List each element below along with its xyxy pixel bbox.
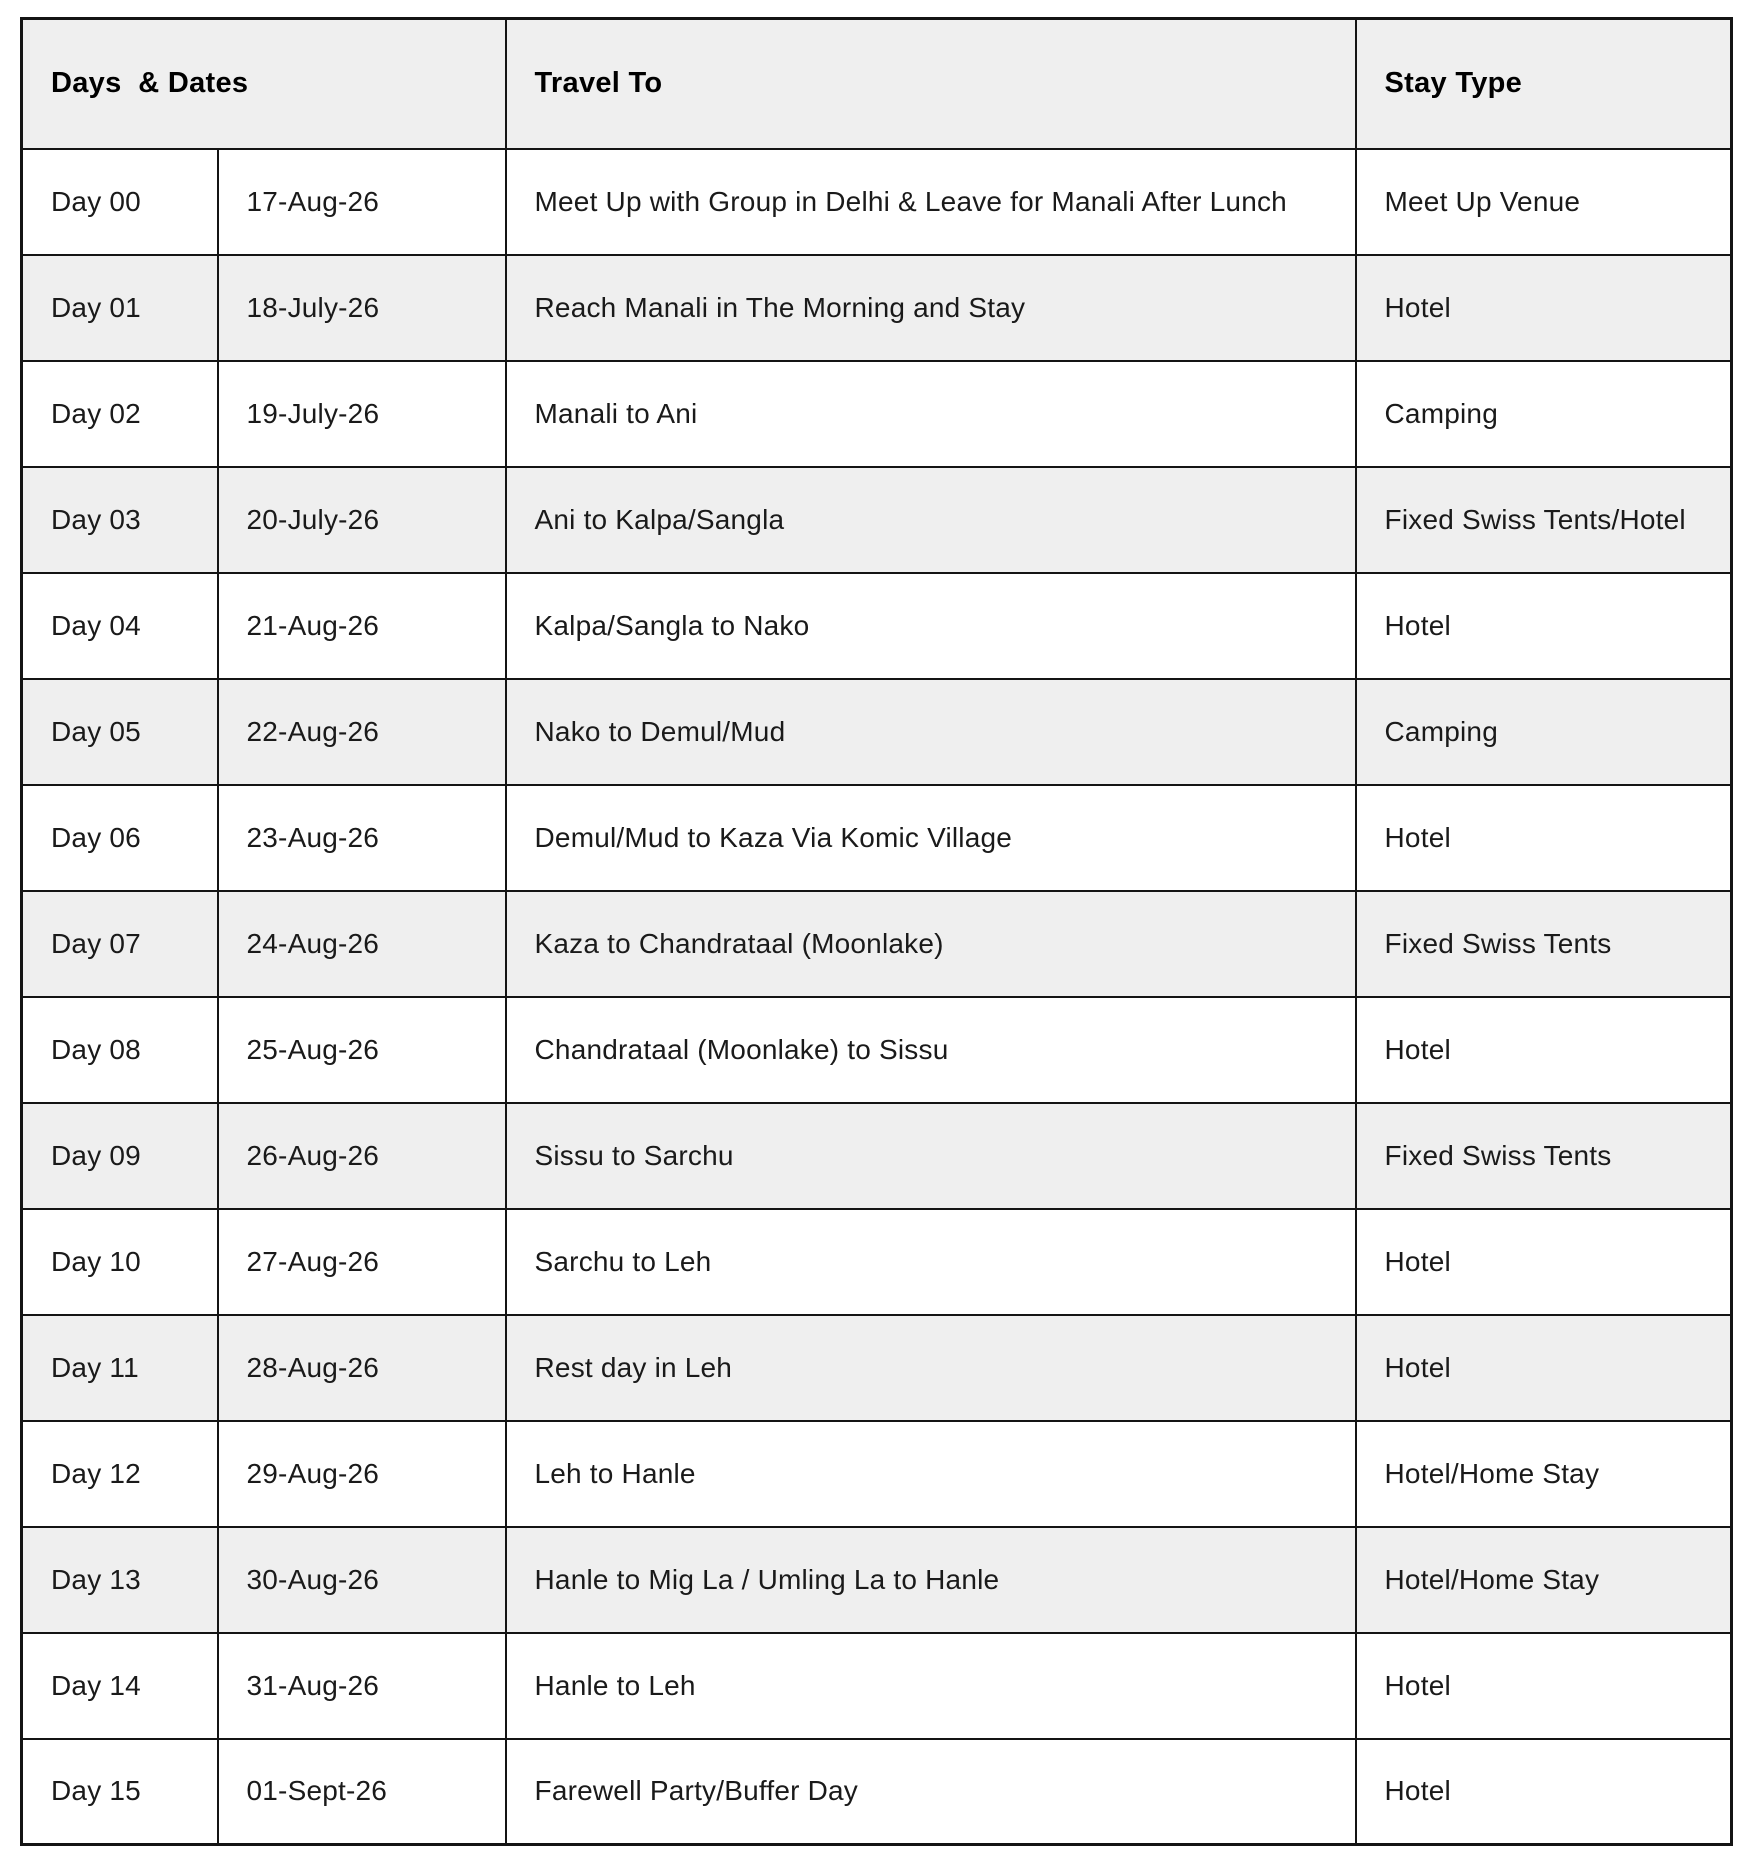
header-days-dates: Days & Dates (22, 19, 506, 149)
day-cell: Day 11 (22, 1315, 218, 1421)
stay-cell: Hotel (1356, 573, 1732, 679)
day-cell: Day 10 (22, 1209, 218, 1315)
header-stay-type: Stay Type (1356, 19, 1732, 149)
table-row (22, 1527, 1732, 1633)
day-cell: Day 06 (22, 785, 218, 891)
travel-cell: Ani to Kalpa/Sangla (506, 467, 1356, 573)
table-body (22, 149, 1732, 1845)
travel-cell: Rest day in Leh (506, 1315, 1356, 1421)
travel-cell: Leh to Hanle (506, 1421, 1356, 1527)
stay-cell: Hotel (1356, 1209, 1732, 1315)
travel-cell: Hanle to Leh (506, 1633, 1356, 1739)
date-cell: 19-July-26 (218, 361, 506, 467)
stay-cell: Hotel (1356, 997, 1732, 1103)
day-cell: Day 04 (22, 573, 218, 679)
stay-cell: Camping (1356, 679, 1732, 785)
date-cell: 23-Aug-26 (218, 785, 506, 891)
travel-cell: Chandrataal (Moonlake) to Sissu (506, 997, 1356, 1103)
travel-cell: Demul/Mud to Kaza Via Komic Village (506, 785, 1356, 891)
stay-cell: Fixed Swiss Tents/Hotel (1356, 467, 1732, 573)
day-cell: Day 01 (22, 255, 218, 361)
table-row (22, 997, 1732, 1103)
travel-cell: Kaza to Chandrataal (Moonlake) (506, 891, 1356, 997)
day-cell: Day 05 (22, 679, 218, 785)
table-row (22, 1103, 1732, 1209)
date-cell: 27-Aug-26 (218, 1209, 506, 1315)
travel-cell: Farewell Party/Buffer Day (506, 1739, 1356, 1845)
stay-cell: Hotel (1356, 255, 1732, 361)
day-cell: Day 12 (22, 1421, 218, 1527)
table-row (22, 785, 1732, 891)
stay-cell: Camping (1356, 361, 1732, 467)
date-cell: 22-Aug-26 (218, 679, 506, 785)
date-cell: 28-Aug-26 (218, 1315, 506, 1421)
stay-cell: Fixed Swiss Tents (1356, 1103, 1732, 1209)
date-cell: 26-Aug-26 (218, 1103, 506, 1209)
table-row (22, 1739, 1732, 1845)
travel-cell: Sissu to Sarchu (506, 1103, 1356, 1209)
travel-cell: Manali to Ani (506, 361, 1356, 467)
stay-cell: Hotel/Home Stay (1356, 1421, 1732, 1527)
travel-cell: Nako to Demul/Mud (506, 679, 1356, 785)
stay-cell: Hotel (1356, 1315, 1732, 1421)
travel-cell: Meet Up with Group in Delhi & Leave for Manali After Lunch (506, 149, 1356, 255)
day-cell: Day 08 (22, 997, 218, 1103)
date-cell: 01-Sept-26 (218, 1739, 506, 1845)
date-cell: 25-Aug-26 (218, 997, 506, 1103)
table-row (22, 573, 1732, 679)
travel-cell: Reach Manali in The Morning and Stay (506, 255, 1356, 361)
table-row (22, 891, 1732, 997)
day-cell: Day 14 (22, 1633, 218, 1739)
date-cell: 29-Aug-26 (218, 1421, 506, 1527)
day-cell: Day 02 (22, 361, 218, 467)
header-row (22, 19, 1732, 149)
stay-cell: Hotel (1356, 785, 1732, 891)
date-cell: 17-Aug-26 (218, 149, 506, 255)
table-row (22, 1633, 1732, 1739)
table-header (22, 19, 1732, 149)
table-row (22, 1315, 1732, 1421)
date-cell: 31-Aug-26 (218, 1633, 506, 1739)
day-cell: Day 09 (22, 1103, 218, 1209)
date-cell: 18-July-26 (218, 255, 506, 361)
day-cell: Day 15 (22, 1739, 218, 1845)
day-cell: Day 00 (22, 149, 218, 255)
table-row (22, 361, 1732, 467)
stay-cell: Hotel (1356, 1633, 1732, 1739)
date-cell: 20-July-26 (218, 467, 506, 573)
table-row (22, 1421, 1732, 1527)
stay-cell: Hotel/Home Stay (1356, 1527, 1732, 1633)
travel-cell: Hanle to Mig La / Umling La to Hanle (506, 1527, 1356, 1633)
table-row (22, 1209, 1732, 1315)
header-travel-to: Travel To (506, 19, 1356, 149)
itinerary-table (20, 17, 1733, 1846)
travel-cell: Sarchu to Leh (506, 1209, 1356, 1315)
stay-cell: Fixed Swiss Tents (1356, 891, 1732, 997)
travel-cell: Kalpa/Sangla to Nako (506, 573, 1356, 679)
day-cell: Day 13 (22, 1527, 218, 1633)
day-cell: Day 03 (22, 467, 218, 573)
date-cell: 24-Aug-26 (218, 891, 506, 997)
table-row (22, 149, 1732, 255)
table-row (22, 679, 1732, 785)
date-cell: 21-Aug-26 (218, 573, 506, 679)
table-row (22, 255, 1732, 361)
day-cell: Day 07 (22, 891, 218, 997)
stay-cell: Hotel (1356, 1739, 1732, 1845)
stay-cell: Meet Up Venue (1356, 149, 1732, 255)
date-cell: 30-Aug-26 (218, 1527, 506, 1633)
table-row (22, 467, 1732, 573)
